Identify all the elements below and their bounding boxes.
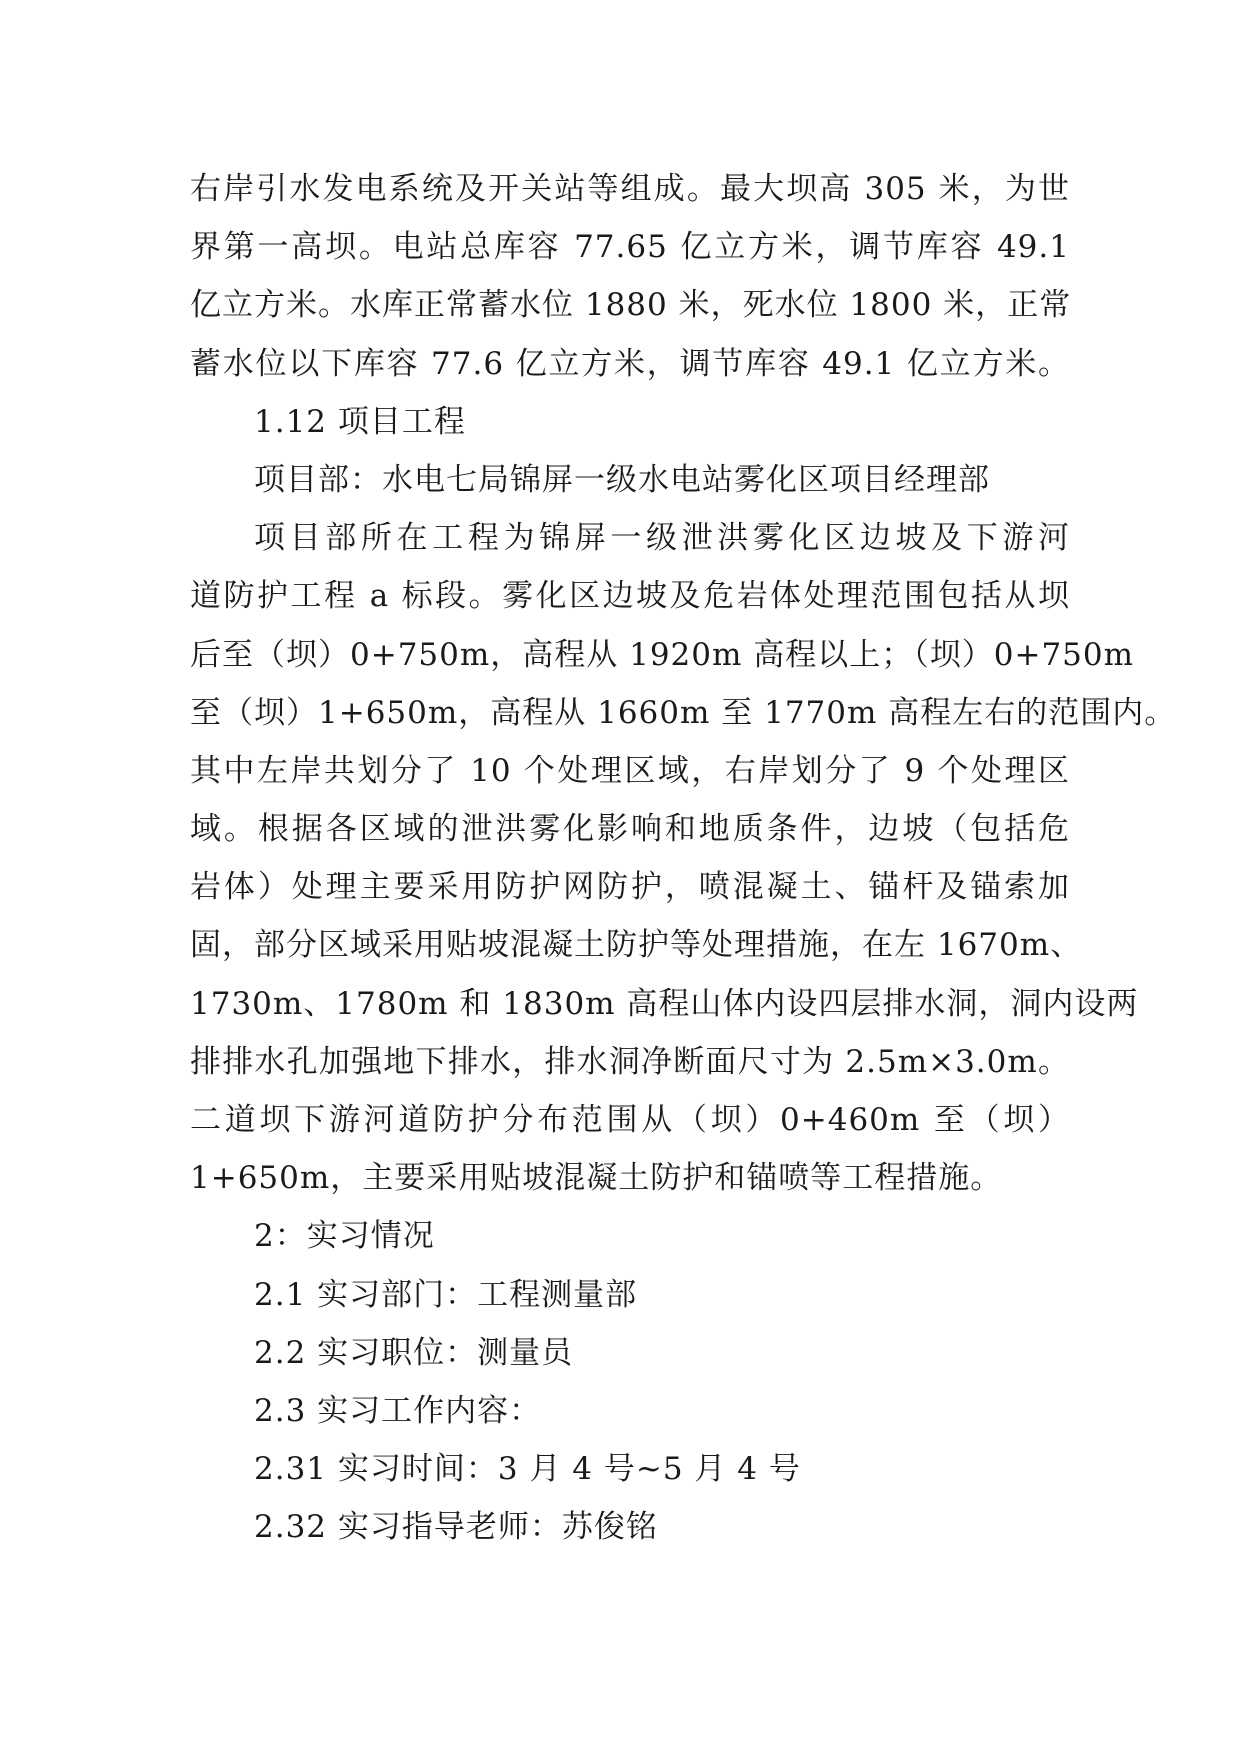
paragraph-line: 蓄水位以下库容 77.6 亿立方米，调节库容 49.1 亿立方米。: [190, 345, 1070, 382]
paragraph-line: 至（坝）1+650m，高程从 1660m 至 1770m 高程左右的范围内。: [190, 694, 1177, 731]
body-text: [190, 160, 1177, 1557]
paragraph-line: 固，部分区域采用贴坡混凝土防护等处理措施，在左 1670m、: [190, 927, 1083, 964]
section-heading: 2：实习情况: [254, 1218, 435, 1255]
section-heading: 1.12 项目工程: [254, 403, 466, 440]
paragraph-line: 项目部：水电七局锦屏一级水电站雾化区项目经理部: [254, 461, 990, 498]
subsection-line: 2.1 实习部门：工程测量部: [254, 1276, 638, 1313]
paragraph-line: 亿立方米。水库正常蓄水位 1880 米，死水位 1800 米，正常: [190, 287, 1072, 324]
subsection-line: 2.3 实习工作内容：: [254, 1392, 542, 1429]
paragraph-line: 二道坝下游河道防护分布范围从（坝）0+460m 至（坝）: [190, 1102, 1070, 1138]
paragraph-line: 岩体）处理主要采用防护网防护，喷混凝土、锚杆及锚索加: [190, 869, 1070, 906]
subsection-line: 2.2 实习职位：测量员: [254, 1334, 574, 1371]
paragraph-line: 域。根据各区域的泄洪雾化影响和地质条件，边坡（包括危: [190, 811, 1070, 848]
paragraph-line: 排排水孔加强地下排水，排水洞净断面尺寸为 2.5m×3.0m。: [190, 1043, 1070, 1080]
paragraph-line: 1730m、1780m 和 1830m 高程山体内设四层排水洞，洞内设两: [190, 985, 1139, 1022]
paragraph-line: 后至（坝）0+750m，高程从 1920m 高程以上；（坝）0+750m: [190, 636, 1135, 673]
subsection-line: 2.32 实习指导老师：苏俊铭: [254, 1509, 658, 1546]
paragraph-line: 其中左岸共划分了 10 个处理区域，右岸划分了 9 个处理区: [190, 752, 1070, 789]
paragraph-line: 道防护工程 a 标段。雾化区边坡及危岩体处理范围包括从坝: [190, 578, 1070, 615]
paragraph-line: 界第一高坝。电站总库容 77.65 亿立方米，调节库容 49.1: [190, 229, 1070, 266]
paragraph-line: 项目部所在工程为锦屏一级泄洪雾化区边坡及下游河: [254, 520, 1070, 557]
subsection-line: 2.31 实习时间：3 月 4 号~5 月 4 号: [254, 1451, 801, 1488]
paragraph-line: 1+650m，主要采用贴坡混凝土防护和锚喷等工程措施。: [190, 1160, 1003, 1197]
paragraph-line: 右岸引水发电系统及开关站等组成。最大坝高 305 米，为世: [190, 171, 1070, 207]
